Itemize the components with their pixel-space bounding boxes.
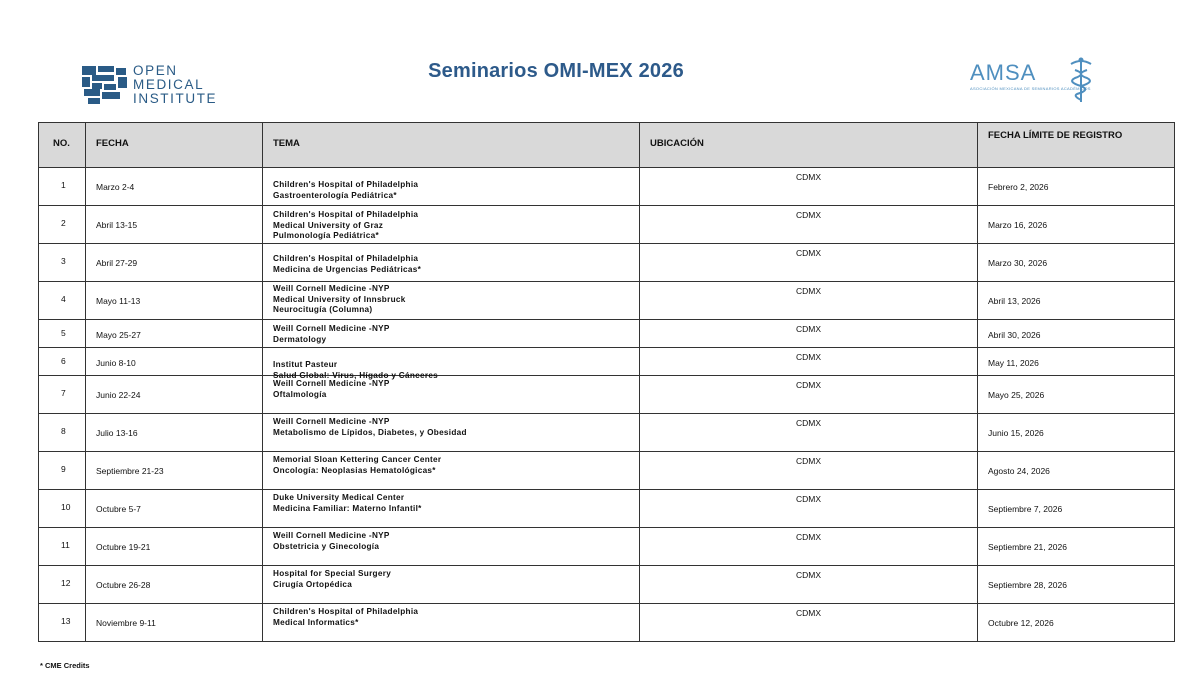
cell-fecha: Noviembre 9-11 [86, 604, 263, 642]
cell-ubicacion: CDMX [640, 244, 978, 282]
tema-line: Children's Hospital of Philadelphia [273, 180, 419, 189]
cell-tema [263, 604, 640, 642]
tema-line: Duke University Medical Center [273, 493, 405, 502]
tema-line: Medicina de Urgencias Pediátricas* [273, 264, 422, 274]
table-row [39, 528, 1175, 566]
cell-no: 4 [39, 282, 86, 320]
cell-no: 8 [39, 414, 86, 452]
cell-fecha-limite: Octubre 12, 2026 [978, 604, 1175, 642]
cell-tema [263, 320, 640, 348]
cell-tema [263, 282, 640, 320]
cell-tema [263, 566, 640, 604]
cell-fecha-limite: Febrero 2, 2026 [978, 168, 1175, 206]
cell-tema [263, 528, 640, 566]
tema-line: Medical University of Innsbruck [273, 294, 406, 304]
tema-line: Neurocitugía (Columna) [273, 305, 373, 314]
cell-fecha-limite: Abril 13, 2026 [978, 282, 1175, 320]
cell-no: 6 [39, 348, 86, 376]
cell-ubicacion: CDMX [640, 414, 978, 452]
column-header-fecha: FECHA [86, 123, 263, 168]
cell-fecha-limite: Marzo 16, 2026 [978, 206, 1175, 244]
cell-fecha-limite: Marzo 30, 2026 [978, 244, 1175, 282]
table-row [39, 320, 1175, 348]
cell-no: 2 [39, 206, 86, 244]
cell-fecha-limite: Abril 30, 2026 [978, 320, 1175, 348]
tema-line: Weill Cornell Medicine -NYP [273, 284, 390, 293]
table-row [39, 604, 1175, 642]
cell-fecha: Octubre 26-28 [86, 566, 263, 604]
tema-line: Salud Global: Virus, Hígado y Cánceres [273, 370, 439, 380]
cell-tema [263, 452, 640, 490]
table-row [39, 566, 1175, 604]
tema-line: Medical University of Graz [273, 220, 384, 230]
table-row [39, 168, 1175, 206]
cell-fecha: Mayo 11-13 [86, 282, 263, 320]
cell-fecha: Marzo 2-4 [86, 168, 263, 206]
cell-fecha-limite: Junio 15, 2026 [978, 414, 1175, 452]
cell-tema [263, 348, 640, 380]
cell-no: 9 [39, 452, 86, 490]
tema-line: Children's Hospital of Philadelphia [273, 210, 419, 219]
cell-tema [263, 376, 640, 414]
tema-line: Weill Cornell Medicine -NYP [273, 324, 390, 333]
table-row [39, 490, 1175, 528]
column-header-tema: TEMA [263, 123, 640, 168]
cell-ubicacion: CDMX [640, 490, 978, 528]
table-row [39, 452, 1175, 490]
cell-fecha: Junio 8-10 [86, 348, 263, 376]
cell-fecha: Mayo 25-27 [86, 320, 263, 348]
cell-ubicacion: CDMX [640, 206, 978, 244]
cell-fecha-limite: Septiembre 28, 2026 [978, 566, 1175, 604]
tema-line: Pulmonología Pediátrica* [273, 231, 379, 240]
cell-tema [263, 490, 640, 528]
tema-line: Hospital for Special Surgery [273, 569, 392, 578]
cell-ubicacion: CDMX [640, 604, 978, 642]
cell-fecha: Junio 22-24 [86, 376, 263, 414]
tema-line: Medical Informatics* [273, 617, 359, 627]
amsa-logo-text: AMSA [970, 60, 1037, 85]
cell-tema [263, 206, 640, 244]
table-row [39, 414, 1175, 452]
table-row [39, 244, 1175, 282]
cell-no: 11 [39, 528, 86, 566]
cell-ubicacion: CDMX [640, 168, 978, 206]
column-header-no: NO. [39, 123, 86, 168]
cell-fecha: Octubre 19-21 [86, 528, 263, 566]
cell-no: 5 [39, 320, 86, 348]
cell-fecha: Abril 27-29 [86, 244, 263, 282]
tema-line: Oftalmología [273, 389, 327, 399]
omi-logo-text: OPEN MEDICAL INSTITUTE [133, 63, 218, 106]
cell-tema [263, 414, 640, 452]
cell-no: 3 [39, 244, 86, 282]
page-title: Seminarios OMI-MEX 2026 [428, 60, 684, 82]
cell-fecha: Octubre 5-7 [86, 490, 263, 528]
cell-no: 10 [39, 490, 86, 528]
tema-line: Oncología: Neoplasias Hematológicas* [273, 465, 436, 475]
column-header-fecha-limite: FECHA LÍMITE DE REGISTRO [978, 123, 1175, 168]
table-header-row [39, 123, 1175, 168]
tema-line: Gastroenterología Pediátrica* [273, 190, 397, 200]
tema-line: Weill Cornell Medicine -NYP [273, 379, 390, 388]
tema-line: Memorial Sloan Kettering Cancer Center [273, 455, 442, 464]
tema-line: Cirugía Ortopédica [273, 579, 353, 589]
caduceus-icon [1068, 56, 1094, 104]
amsa-logo [968, 56, 1098, 106]
column-header-ubicacion: UBICACIÓN [640, 123, 978, 168]
table-row [39, 206, 1175, 244]
cell-no: 7 [39, 376, 86, 414]
cell-fecha-limite: Septiembre 7, 2026 [978, 490, 1175, 528]
cell-fecha-limite: Mayo 25, 2026 [978, 376, 1175, 414]
cell-no: 12 [39, 566, 86, 604]
tema-line: Weill Cornell Medicine -NYP [273, 531, 390, 540]
cell-ubicacion: CDMX [640, 376, 978, 414]
tema-line: Children's Hospital of Philadelphia [273, 607, 419, 616]
footnote: * CME Credits [40, 661, 90, 670]
table-row [39, 282, 1175, 320]
cell-ubicacion: CDMX [640, 566, 978, 604]
amsa-logo-subtext: ASOCIACIÓN MEXICANA DE SEMINARIOS ACADÉMICOS [970, 86, 1091, 91]
tema-line: Children's Hospital of Philadelphia [273, 254, 419, 263]
tema-line: Metabolismo de Lípidos, Diabetes, y Obesidad [273, 427, 467, 437]
cell-ubicacion: CDMX [640, 282, 978, 320]
table-row [39, 348, 1175, 376]
cell-fecha: Abril 13-15 [86, 206, 263, 244]
tema-line: Dermatology [273, 334, 327, 344]
document-header [0, 0, 1200, 122]
cell-fecha-limite: Septiembre 21, 2026 [978, 528, 1175, 566]
cell-no: 1 [39, 168, 86, 206]
cell-ubicacion: CDMX [640, 348, 978, 376]
cell-ubicacion: CDMX [640, 320, 978, 348]
cell-fecha: Septiembre 21-23 [86, 452, 263, 490]
cell-fecha: Julio 13-16 [86, 414, 263, 452]
table-row [39, 376, 1175, 414]
cell-no: 13 [39, 604, 86, 642]
cell-ubicacion: CDMX [640, 528, 978, 566]
cell-tema [263, 244, 640, 282]
tema-line: Weill Cornell Medicine -NYP [273, 417, 390, 426]
seminar-schedule-table [38, 122, 1175, 642]
tema-line: Obstetricia y Ginecología [273, 541, 380, 551]
cell-fecha-limite: May 11, 2026 [978, 348, 1175, 376]
cell-ubicacion: CDMX [640, 452, 978, 490]
tema-line: Medicina Familiar: Materno Infantil* [273, 503, 422, 513]
cell-fecha-limite: Agosto 24, 2026 [978, 452, 1175, 490]
cell-tema [263, 168, 640, 206]
tema-line: Institut Pasteur [273, 360, 338, 369]
